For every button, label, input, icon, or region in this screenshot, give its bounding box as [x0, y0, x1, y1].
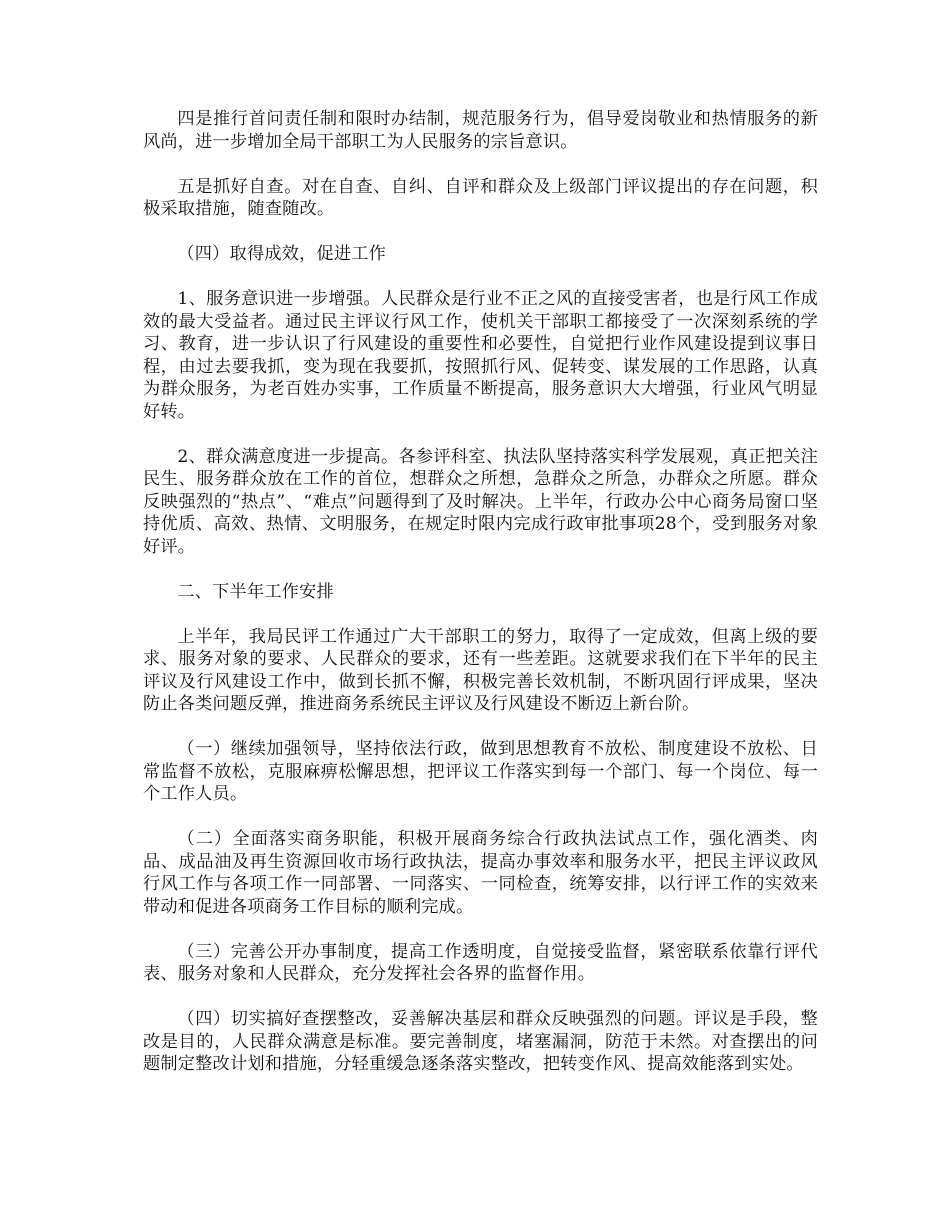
- paragraph-item-four: （四）切实搞好查摆整改，妥善解决基层和群众反映强烈的问题。评议是手段，整改是目的，人民群众满意是标准。要完善制度，堵塞漏洞，防范于未然。对查摆出的问题制定整改计划和措施，分轻重缓急逐条落实整改，把转变作风、提高效能落到实处。: [143, 1009, 818, 1074]
- paragraph-self-check: 五是抓好自查。对在自查、自纠、自评和群众及上级部门评议提出的存在问题，积极采取措施，随查随改。: [143, 176, 818, 219]
- section-heading-second-half: 二、下半年工作安排: [177, 581, 334, 602]
- paragraph-service-awareness: 1、服务意识进一步增强。人民群众是行业不正之风的直接受害者，也是行风工作成效的最大受益者。通过民主评议行风工作，使机关干部职工都接受了一次深刻系统的学习、教育，进一步认识了行风建设的重要性和必要性，自觉把行业作风建设提到议事日程，由过去要我抓，变为现在我要抓，按照抓行风、促转变、谋发展的工作思路，认真为群众服务，为老百姓办实事，工作质量不断提高，服务意识大大增强，行业风气明显好转。: [143, 289, 818, 422]
- paragraph-service-rules: 四是推行首问责任制和限时办结制，规范服务行为，倡导爱岗敬业和热情服务的新风尚，进一步增加全局干部职工为人民服务的宗旨意识。: [143, 109, 818, 152]
- section-heading-results: （四）取得成效，促进工作: [177, 244, 387, 264]
- paragraph-item-two: （二）全面落实商务职能，积极开展商务综合行政执法试点工作，强化酒类、肉品、成品油及再生资源回收市场行政执法，提高办事效率和服务水平，把民主评议政风行风工作与各项工作一同部署、一同落实、一同检查，统筹安排，以行评工作的实效来带动和促进各项商务工作目标的顺利完成。: [143, 829, 818, 917]
- paragraph-second-half-intro: 上半年，我局民评工作通过广大干部职工的努力，取得了一定成效，但离上级的要求、服务对象的要求、人民群众的要求，还有一些差距。这就要求我们在下半年的民主评议及行风建设工作中，做到长抓不懈，积极完善长效机制，不断巩固行评成果，坚决防止各类问题反弹，推进商务系统民主评议及行风建设不断迈上新台阶。: [143, 626, 818, 714]
- paragraph-item-three: （三）完善公开办事制度，提高工作透明度，自觉接受监督，紧密联系依靠行评代表、服务对象和人民群众，充分发挥社会各界的监督作用。: [143, 941, 818, 984]
- paragraph-item-one: （一）继续加强领导，坚持依法行政，做到思想教育不放松、制度建设不放松、日常监督不放松，克服麻痹松懈思想，把评议工作落实到每一个部门、每一个岗位、每一个工作人员。: [143, 739, 818, 804]
- document-body: [143, 108, 818, 1098]
- paragraph-satisfaction: 2、群众满意度进一步提高。各参评科室、执法队坚持落实科学发展观，真正把关注民生、服务群众放在工作的首位，想群众之所想，急群众之所急，办群众之所愿。群众反映强烈的“热点”、“难点”问题得到了及时解决。上半年，行政办公中心商务局窗口坚持优质、高效、热情、文明服务，在规定时限内完成行政审批事项28个，受到服务对象好评。: [143, 446, 818, 557]
